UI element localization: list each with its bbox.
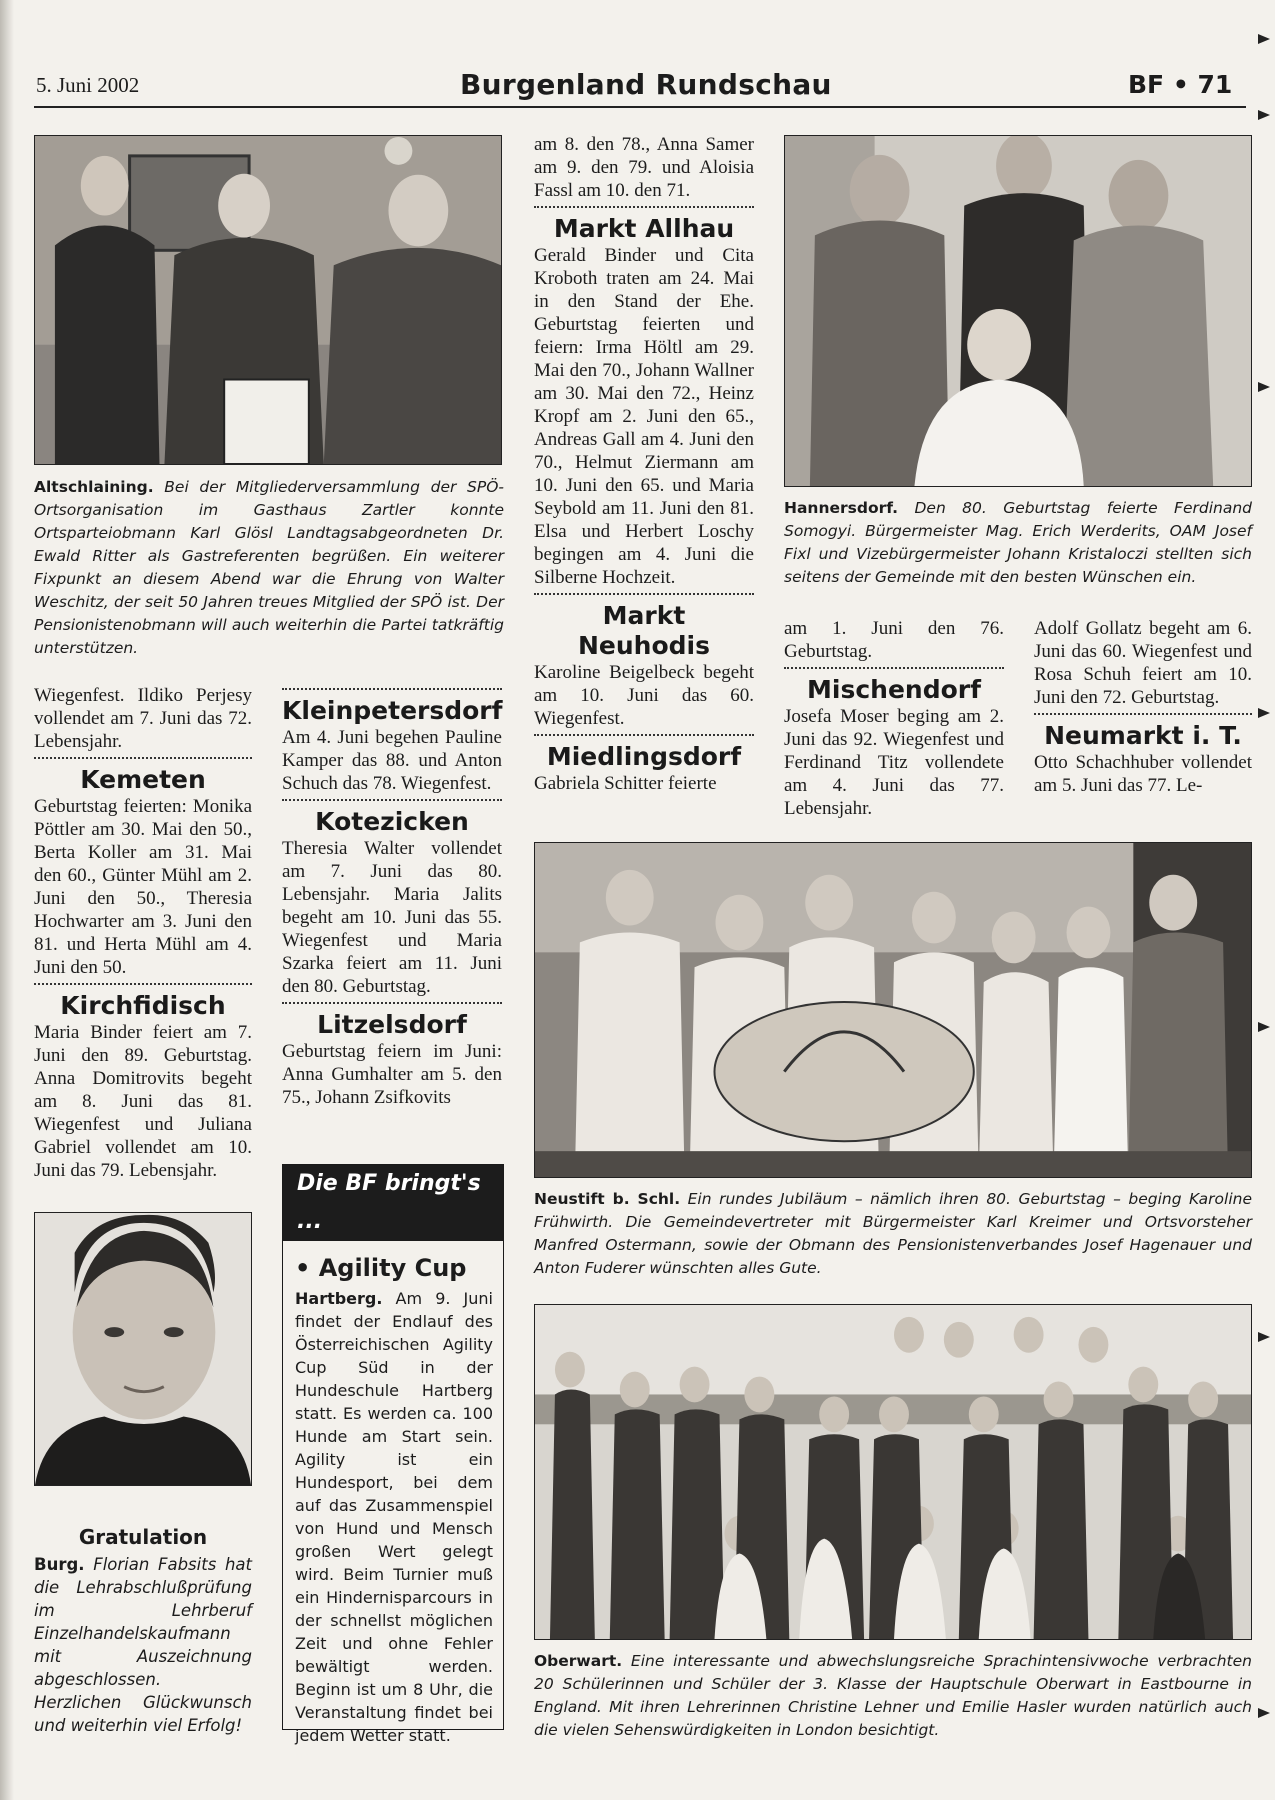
- margin-marks: [1256, 0, 1275, 1800]
- heading-miedlingsdorf: Miedlingsdorf: [546, 742, 742, 771]
- bf-box-banner: Die BF bringt's ...: [283, 1165, 503, 1241]
- column-3-intro: am 8. den 78., Anna Samer am 9. den 79. und Aloisia Fassl am 10. den 71.: [534, 134, 754, 201]
- text-markt-allhau: Gerald Binder und Cita Kroboth traten am 24. Mai in den Stand der Ehe. Geburtstag feierten und feiern: Irma Höltl am 29. Mai den 70., Johann Wallner am 30. Mai den 72., Heinz Kropf am 2. Juni den 65., Andreas Gall am 4. Juni den 70., Helmut Ziermann am 10. Juni den 65. und Maria Seybold am 11. Juni den 81. Elsa und Herbert Loschy begingen am 4. Juni die Silberne Hochzeit.: [534, 245, 754, 588]
- column-3: [534, 133, 754, 795]
- heading-kemeten: Kemeten: [80, 765, 206, 794]
- register-mark: [1258, 708, 1270, 718]
- heading-markt-neuhodis: Markt Neuhodis: [578, 601, 710, 660]
- bf-box-text: Hartberg. Am 9. Juni findet der Endlauf des Österreichischen Agility Cup Süd in der Hundeschule Hartberg statt. Es werden ca. 100 Hunde am Start sein. Agility ist ein Hundesport, bei dem auf das Zusammenspiel von Hund und Mensch großen Wert gelegt wird. Beim Turnier muß ein Hindernisparcours in der schnellst möglichen Zeit und ohne Fehler bewältigt werden. Beginn ist um 8 Uhr, die Veranstaltung findet bei jedem Wetter statt.: [295, 1289, 493, 1745]
- text-kleinpetersdorf: Am 4. Juni begehen Pauline Kamper das 88. und Anton Schuch das 78. Wiegenfest.: [282, 727, 502, 794]
- heading-kotezicken: Kotezicken: [315, 807, 469, 836]
- heading-markt-allhau: Markt Allhau: [553, 214, 735, 243]
- photo-portrait-gratulation: [34, 1212, 252, 1486]
- divider: [534, 593, 754, 599]
- heading-neumarkt: Neumarkt i. T.: [1044, 721, 1242, 750]
- text-kirchfidisch: Maria Binder feiert am 7. Juni den 89. Geburtstag. Anna Domitrovits begeht am 8. Juni das 81. Wiegenfest und Juliana Gabriel vollendet am 10. Juni das 79. Lebensjahr.: [34, 1022, 252, 1181]
- photo-oberwart: [534, 1304, 1252, 1640]
- heading-kleinpetersdorf: Kleinpetersdorf: [282, 696, 503, 725]
- column-5: [1034, 617, 1252, 797]
- caption-hannersdorf: Hannersdorf. Den 80. Geburtstag feierte Ferdinand Somogyi. Bürgermeister Mag. Erich Werderits, OAM Josef Fixl und Vizebürgermeister Johann Kristaloczi stellten sich seitens der Gemeinde mit den besten Wünschen ein.: [784, 499, 1252, 586]
- page-edge: [0, 0, 14, 1800]
- column-2: [282, 684, 502, 1109]
- divider: [534, 206, 754, 212]
- caption-oberwart: Oberwart. Eine interessante und abwechslungsreiche Sprachintensivwoche verbrachten 20 Schülerinnen und Schüler der 3. Klasse der Hauptschule Oberwart in Eastbourne in England. Mit ihren Lehrerinnen Christine Lehner und Emilie Hasler wurden natürlich auch die vielen Sehenswürdigkeiten in London besichtigt.: [534, 1652, 1252, 1739]
- column-1-intro: Wiegenfest. Ildiko Perjesy vollendet am 7. Juni das 72. Lebensjahr.: [34, 685, 252, 752]
- register-mark: [1258, 1708, 1270, 1718]
- issue-date: 5. Juni 2002: [36, 73, 140, 97]
- text-kotezicken: Theresia Walter vollendet am 7. Juni das 80. Lebensjahr. Maria Jalits begeht am 10. Juni das 55. Wiegenfest und Maria Szarka feiert am 11. Juni den 80. Geburtstag.: [282, 838, 502, 997]
- text-kemeten: Geburtstag feierten: Monika Pöttler am 30. Mai den 50., Berta Koller am 31. Mai den 60., Günter Mühl am 2. Juni den 50., Theresia Hochwarter am 3. Juni den 81. und Herta Mühl am 4. Juni den 50.: [34, 796, 252, 978]
- header-rule: [34, 106, 1246, 108]
- column-1: [34, 684, 252, 1182]
- gratulation-heading: Gratulation: [78, 1525, 208, 1549]
- bf-box: [282, 1164, 504, 1745]
- text-miedlingsdorf: Gabriela Schitter feierte: [534, 773, 717, 794]
- divider: [534, 734, 754, 740]
- photo-altschlaining: [34, 135, 502, 465]
- column-4: [784, 617, 1004, 820]
- register-mark: [1258, 382, 1270, 392]
- column-5-intro: Adolf Gollatz begeht am 6. Juni das 60. Wiegenfest und Rosa Schuh feiert am 10. Juni den 72. Geburtstag.: [1034, 618, 1252, 708]
- heading-litzelsdorf: Litzelsdorf: [317, 1010, 467, 1039]
- register-mark: [1258, 1022, 1270, 1032]
- divider: [282, 1002, 502, 1008]
- register-mark: [1258, 1332, 1270, 1342]
- heading-mischendorf: Mischendorf: [807, 675, 981, 704]
- column-4-intro: am 1. Juni den 76. Geburtstag.: [784, 618, 1004, 662]
- divider: [784, 667, 1004, 673]
- newspaper-title: Burgenland Rundschau: [460, 68, 832, 101]
- divider: [34, 757, 252, 763]
- bf-box-heading: • Agility Cup: [295, 1254, 467, 1282]
- register-mark: [1258, 110, 1270, 120]
- text-mischendorf: Josefa Moser beging am 2. Juni das 92. Wiegenfest und Ferdinand Titz vollendete am 4. Juni das 77. Lebensjahr.: [784, 706, 1004, 819]
- text-neumarkt: Otto Schachhuber vollendet am 5. Juni das 77. Le-: [1034, 752, 1252, 796]
- divider: [1034, 713, 1252, 719]
- caption-altschlaining: Altschlaining. Bei der Mitgliederversammlung der SPÖ-Ortsorganisation im Gasthaus Zartler konnte Ortsparteiobmann Karl Glösl Landtagsabgeordneten Dr. Ewald Ritter als Gastreferenten begrüßen. Ein weiterer Fixpunkt an diesem Abend war die Ehrung von Walter Weschitz, der seit 50 Jahren treues Mitglied der SPÖ ist. Der Pensionistenobmann will auch weiterhin die Partei tatkräftig unterstützen.: [34, 478, 504, 657]
- divider: [34, 983, 252, 989]
- text-markt-neuhodis: Karoline Beigelbeck begeht am 10. Juni das 60. Wiegenfest.: [534, 662, 754, 729]
- caption-neustift: Neustift b. Schl. Ein rundes Jubiläum – nämlich ihren 80. Geburtstag – beging Karoline Frühwirth. Die Gemeindevertreter mit Bürgermeister Karl Kreimer und Ortsvorsteher Manfred Ostermann, sowie der Obmann des Pensionistenverbandes Josef Hagenauer und Anton Fuderer wünschten alles Gute.: [534, 1190, 1252, 1277]
- gratulation-text: Burg. Florian Fabsits hat die Lehrabschlußprüfung im Lehrberuf Einzelhandelskaufmann mit Auszeichnung abgeschlossen. Herzlichen Glückwunsch und weiterhin viel Erfolg!: [34, 1555, 252, 1735]
- photo-neustift: [534, 842, 1252, 1178]
- divider: [282, 688, 502, 694]
- heading-kirchfidisch: Kirchfidisch: [60, 991, 226, 1020]
- photo-hannersdorf: [784, 135, 1252, 487]
- register-mark: [1258, 34, 1270, 44]
- text-litzelsdorf: Geburtstag feiern im Juni: Anna Gumhalter am 5. den 75., Johann Zsifkovits: [282, 1041, 502, 1108]
- page-number: BF • 71: [1128, 70, 1233, 99]
- divider: [282, 799, 502, 805]
